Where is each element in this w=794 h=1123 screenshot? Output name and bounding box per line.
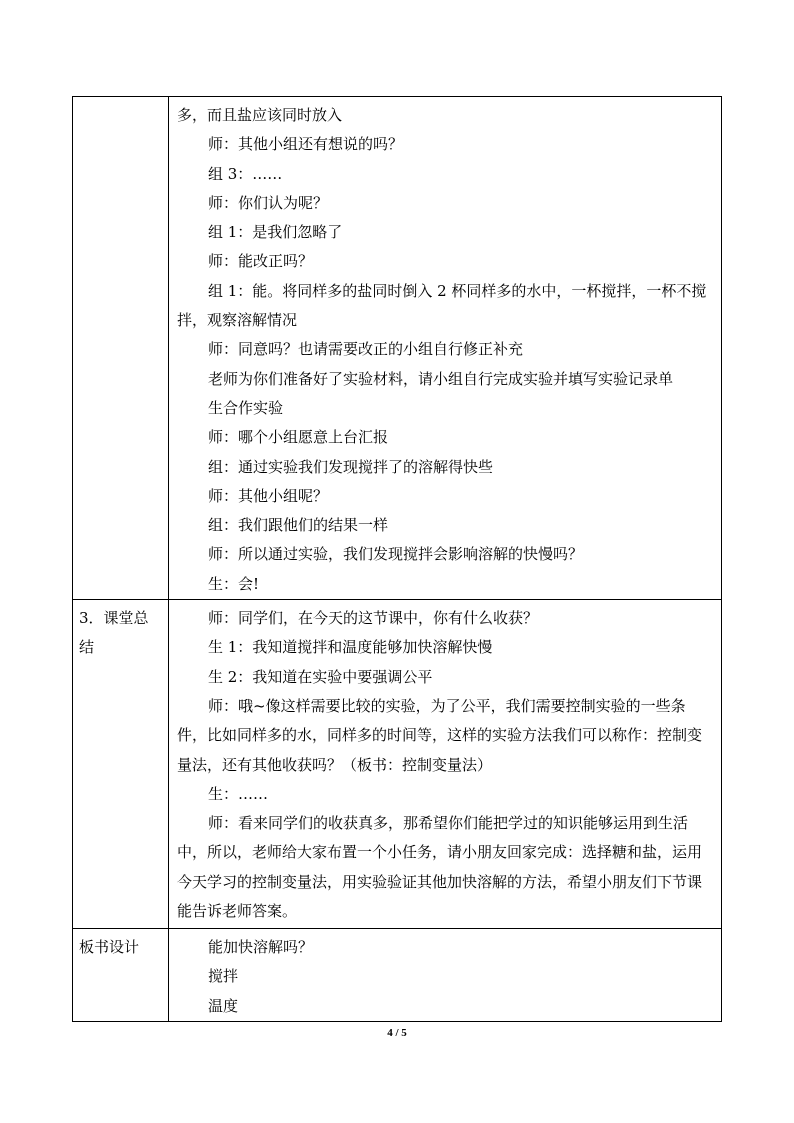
row-label-summary: 3．课堂总结 — [73, 600, 169, 929]
text-line: 师：同意吗？也请需要改正的小组自行修正补充 — [208, 340, 524, 359]
row-content — [169, 600, 722, 929]
text-line: 师：看来同学们的收获真多，那希望你们能把学过的知识能够运用到生活中，所以，老师给大家布置一个小任务，请小朋友回家完成：选择糖和盐，运用今天学习的控制变量法，用实验验证其他加快溶解的方法，希望小朋友们下节课能告诉老师答案。 — [177, 814, 703, 921]
text-line: 生：会! — [208, 574, 260, 593]
text-line: 师：其他小组还有想说的吗？ — [208, 135, 404, 154]
page-number: 4 / 5 — [387, 1027, 407, 1039]
row-content — [169, 929, 722, 1022]
text-line: 组 3：…… — [208, 164, 283, 183]
table-row — [73, 929, 722, 1022]
text-line: 搅拌 — [208, 967, 239, 986]
text-line: 能加快溶解吗？ — [208, 938, 314, 957]
text-line: 生 2：我知道在实验中要强调公平 — [208, 667, 433, 686]
text-line: 生 1：我知道搅拌和温度能够加快溶解快慢 — [208, 638, 493, 657]
text-line: 组：通过实验我们发现搅拌了的溶解得快些 — [208, 457, 494, 476]
table-row — [73, 97, 722, 600]
text-line: 多，而且盐应该同时放入 — [177, 106, 343, 124]
text-line: 师：哦~像这样需要比较的实验，为了公平，我们需要控制实验的一些条件，比如同样多的水，同样多的时间等，这样的实验方法我们可以称作：控制变量法，还有其他收获吗？（板书：控制变量法） — [177, 696, 703, 774]
text-line: 师：哪个小组愿意上台汇报 — [208, 428, 389, 447]
text-line: 师：能改正吗？ — [208, 252, 314, 271]
row-label — [73, 97, 169, 600]
table-row — [73, 600, 722, 929]
board-design-lines — [177, 933, 715, 1021]
text-line: 组 1：能。将同样多的盐同时倒入 2 杯同样多的水中，一杯搅拌，一杯不搅拌，观察溶解情况 — [177, 281, 707, 330]
text-line: 生合作实验 — [208, 398, 284, 417]
dialogue-lines — [177, 604, 715, 926]
text-line: 师：你们认为呢？ — [208, 193, 329, 212]
text-line: 师：同学们，在今天的这节课中，你有什么收获？ — [208, 609, 539, 628]
text-line: 师：其他小组呢？ — [208, 486, 329, 505]
text-line: 老师为你们准备好了实验材料，请小组自行完成实验并填写实验记录单 — [208, 369, 674, 388]
text-line: 温度 — [208, 996, 239, 1015]
lesson-plan-table — [72, 96, 722, 1022]
text-line: 组：我们跟他们的结果一样 — [208, 516, 389, 535]
row-label-board-design: 板书设计 — [73, 929, 169, 1022]
text-line: 师：所以通过实验，我们发现搅拌会影响溶解的快慢吗？ — [208, 545, 584, 564]
dialogue-lines — [177, 101, 715, 599]
row-content — [169, 97, 722, 600]
text-line: 生：…… — [208, 784, 269, 803]
text-line: 组 1：是我们忽略了 — [208, 223, 343, 242]
